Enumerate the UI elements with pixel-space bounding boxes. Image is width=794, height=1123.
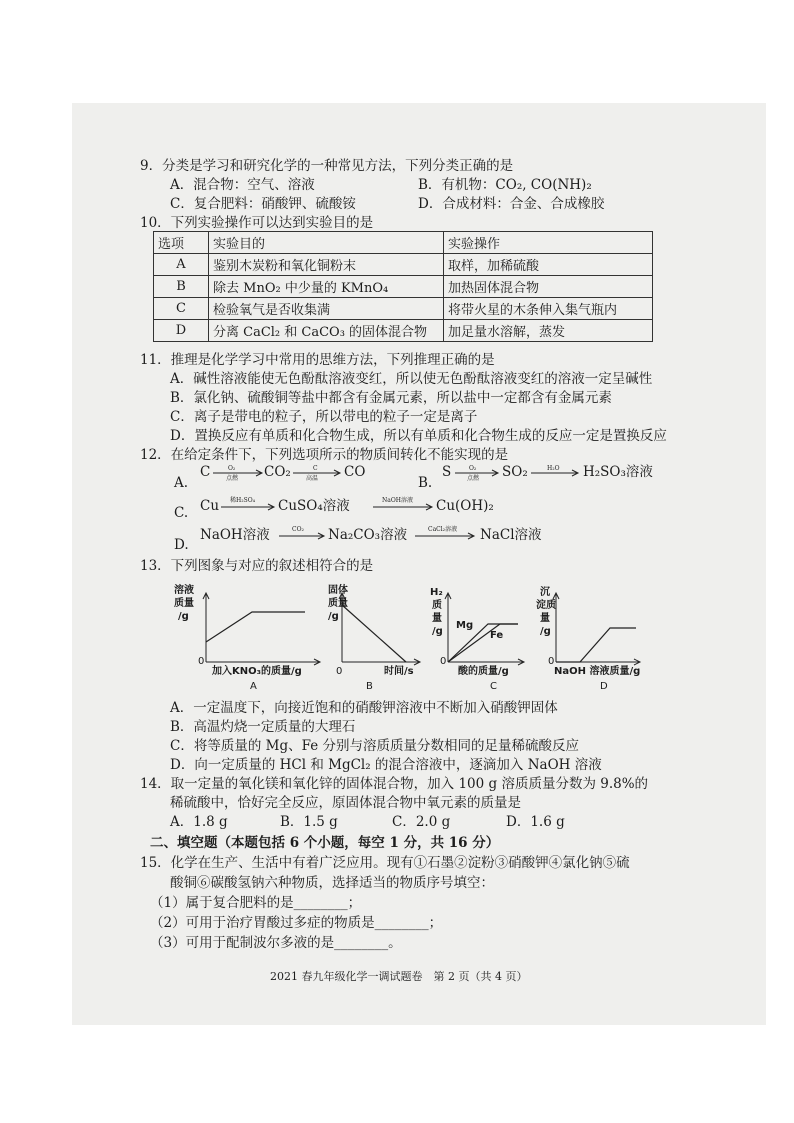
q12-a-cond1-bottom: 点燃: [226, 475, 239, 482]
q12-c-cond1-top: 稀H₂SO₄: [230, 497, 256, 504]
graph-d-ylabel-4: /g: [540, 626, 551, 637]
graph-c: [430, 587, 524, 692]
q12-d-start: NaOH溶液: [200, 527, 270, 543]
graph-c-ylabel-1: H₂: [430, 587, 443, 598]
q12-d-mid: Na₂CO₃溶液: [328, 527, 408, 543]
q11-option-a: A．碱性溶液能使无色酚酞溶液变红，所以使无色酚酞溶液变红的溶液一定呈碱性: [170, 371, 653, 387]
q12-d-cond2-top: CaCl₂溶液: [428, 526, 458, 533]
q14-option-b: B．1.5 g: [280, 814, 338, 830]
graph-d-origin: 0: [548, 656, 555, 667]
q12-c-cond2-top: NaOH溶液: [382, 497, 413, 504]
graph-b-ylabel-1: 固体: [328, 585, 348, 596]
graph-b-curve: [342, 605, 406, 662]
graph-b-letter: B: [366, 681, 373, 692]
q13-option-a: A．一定温度下，向接近饱和的硝酸钾溶液中不断加入硝酸钾固体: [170, 700, 558, 716]
q12-a-start: C: [200, 464, 211, 480]
q15-part2: （2）可用于治疗胃酸过多症的物质是________；: [150, 915, 443, 931]
q11-stem: 11．推理是化学学习中常用的思维方法，下列推理正确的是: [140, 352, 495, 368]
graph-b-origin: 0: [336, 666, 343, 677]
q15-line2: 酸铜⑥碳酸氢钠六种物质，选择适当的物质序号填空：: [170, 875, 494, 891]
q12-a-cond1-top: O₂: [228, 465, 236, 472]
q12-stem: 12．在给定条件下，下列选项所示的物质间转化不能实现的是: [140, 447, 509, 463]
graph-a-letter: A: [250, 681, 257, 692]
q9-option-d: D．合成材料：合金、合成橡胶: [418, 196, 605, 212]
q12-c-start: Cu: [200, 498, 220, 514]
graph-c-mg-label: Mg: [456, 620, 474, 631]
q12-option-c-label: C.: [174, 505, 189, 521]
table-header-cell: 实验操作: [444, 232, 653, 254]
graph-d-letter: D: [600, 681, 608, 692]
q15-part1: （1）属于复合肥料的是________；: [150, 895, 362, 911]
page-footer: 2021 春九年级化学一调试题卷 第 2 页（共 4 页）: [270, 970, 528, 983]
graph-b-ylabel-3: /g: [328, 611, 339, 622]
graph-a: [174, 583, 320, 692]
table-cell: 加热固体混合物: [444, 276, 653, 298]
q11-option-b: B．氯化钠、硫酸铜等盐中都含有金属元素，所以盐中一定都含有金属元素: [170, 390, 612, 406]
q12-a-end: CO: [344, 464, 366, 480]
graph-c-fe-label: Fe: [490, 630, 504, 641]
q13-stem: 13．下列图象与对应的叙述相符合的是: [140, 558, 374, 574]
q12-a-cond2-top: C: [313, 465, 318, 472]
graph-a-origin: 0: [198, 656, 205, 667]
table-cell: 加足量水溶解，蒸发: [444, 320, 653, 342]
q13-graphs: [170, 580, 670, 695]
table-cell: B: [154, 276, 209, 298]
q11-option-d: D．置换反应有单质和化合物生成，所以有单质和化合物生成的反应一定是置换反应: [170, 428, 667, 444]
table-cell: D: [154, 320, 209, 342]
table-header-cell: 实验目的: [209, 232, 444, 254]
table-row: [154, 276, 653, 298]
q13-option-c: C．将等质量的 Mg、Fe 分别与溶质质量分数相同的足量稀硫酸反应: [170, 738, 579, 754]
graph-b-ylabel-2: 质量: [328, 598, 348, 609]
q14-option-c: C．2.0 g: [392, 814, 451, 830]
q9-option-a: A．混合物：空气、溶液: [170, 177, 315, 193]
graph-c-ylabel-3: 量: [432, 613, 442, 624]
table-cell: 检验氧气是否收集满: [209, 298, 444, 320]
graph-c-letter: C: [490, 681, 497, 692]
q12-a-mid: CO₂: [264, 464, 291, 480]
graph-c-ylabel-4: /g: [432, 626, 443, 637]
q12-option-a-label: A.: [174, 475, 189, 491]
q12-b-end: H₂SO₃溶液: [583, 464, 653, 480]
graph-a-ylabel-3: /g: [178, 611, 189, 622]
q13-option-d: D．向一定质量的 HCl 和 MgCl₂ 的混合溶液中，逐滴加入 NaOH 溶液: [170, 757, 602, 773]
table-row: [154, 298, 653, 320]
section-heading: 二、填空题（本题包括 6 个小题，每空 1 分，共 16 分）: [150, 835, 500, 851]
table-cell: 分离 CaCl₂ 和 CaCO₃ 的固体混合物: [209, 320, 444, 342]
q12-option-d-label: D.: [174, 537, 189, 553]
graph-d-xlabel: NaOH 溶液质量/g: [554, 666, 641, 677]
graph-d-ylabel-1: 沉: [540, 587, 550, 598]
graph-a-ylabel-1: 溶液: [174, 585, 194, 596]
table-cell: 除去 MnO₂ 中少量的 KMnO₄: [209, 276, 444, 298]
q14-stem-line1: 14．取一定量的氧化镁和氧化锌的固体混合物，加入 100 g 溶质质量分数为 9.8%的: [140, 776, 649, 792]
table-header-cell: 选项: [154, 232, 209, 254]
q12-b-cond1-top: O₂: [469, 465, 477, 472]
graph-a-xlabel: 加入KNO₃的质量/g: [212, 666, 302, 677]
graph-c-origin: 0: [440, 656, 447, 667]
q12-c-mid: CuSO₄溶液: [278, 498, 350, 514]
graph-d-ylabel-2: 淀质: [536, 600, 556, 611]
graph-d-curve: [556, 628, 636, 662]
q12-d-end: NaCl溶液: [480, 527, 542, 543]
table-cell: 将带火星的木条伸入集气瓶内: [444, 298, 653, 320]
q14-stem-line2: 稀硫酸中，恰好完全反应，原固体混合物中氧元素的质量是: [170, 795, 521, 811]
q9-option-c: C．复合肥料：硝酸钾、硫酸铵: [170, 196, 356, 212]
graph-d: [536, 585, 640, 692]
graph-b: [328, 583, 420, 692]
q15-line1: 15．化学在生产、生活中有着广泛应用。现有①石墨②淀粉③硝酸钾④氯化钠⑤硫: [140, 855, 630, 871]
table-row: [154, 254, 653, 276]
graph-a-curve: [206, 612, 305, 642]
q11-option-c: C．离子是带电的粒子，所以带电的粒子一定是离子: [170, 409, 478, 425]
graph-d-ylabel-3: 量: [540, 613, 550, 624]
q12-b-mid: SO₂: [502, 464, 528, 480]
graph-b-xlabel: 时间/s: [384, 666, 414, 677]
graph-a-ylabel-2: 质量: [174, 598, 194, 609]
q10-stem: 10．下列实验操作可以达到实验目的是: [140, 215, 374, 231]
q12-option-b-label: B.: [418, 475, 433, 491]
table-header-row: [154, 232, 653, 254]
graph-c-ylabel-2: 质: [432, 600, 442, 611]
table-row: [154, 320, 653, 342]
q12-d-cond1-top: CO₂: [292, 526, 304, 533]
q14-option-a: A．1.8 g: [170, 814, 228, 830]
table-cell: C: [154, 298, 209, 320]
q12-c-end: Cu(OH)₂: [436, 498, 494, 514]
table-cell: A: [154, 254, 209, 276]
q12-b-start: S: [442, 464, 452, 480]
q12-b-cond1-bottom: 点燃: [467, 475, 480, 482]
q9-stem: 9．分类是学习和研究化学的一种常见方法，下列分类正确的是: [140, 158, 514, 174]
table-cell: 鉴别木炭粉和氧化铜粉末: [209, 254, 444, 276]
q15-part3: （3）可用于配制波尔多液的是________。: [150, 935, 402, 951]
q14-option-d: D．1.6 g: [506, 814, 565, 830]
experiment-table: [153, 231, 653, 342]
q13-option-b: B．高温灼烧一定质量的大理石: [170, 719, 356, 735]
q12-b-cond2-top: H₂O: [547, 465, 560, 472]
graph-c-xlabel: 酸的质量/g: [458, 666, 509, 677]
table-cell: 取样，加稀硫酸: [444, 254, 653, 276]
q12-a-cond2-bottom: 高温: [306, 475, 319, 482]
q9-option-b: B．有机物：CO₂, CO(NH)₂: [418, 177, 592, 193]
